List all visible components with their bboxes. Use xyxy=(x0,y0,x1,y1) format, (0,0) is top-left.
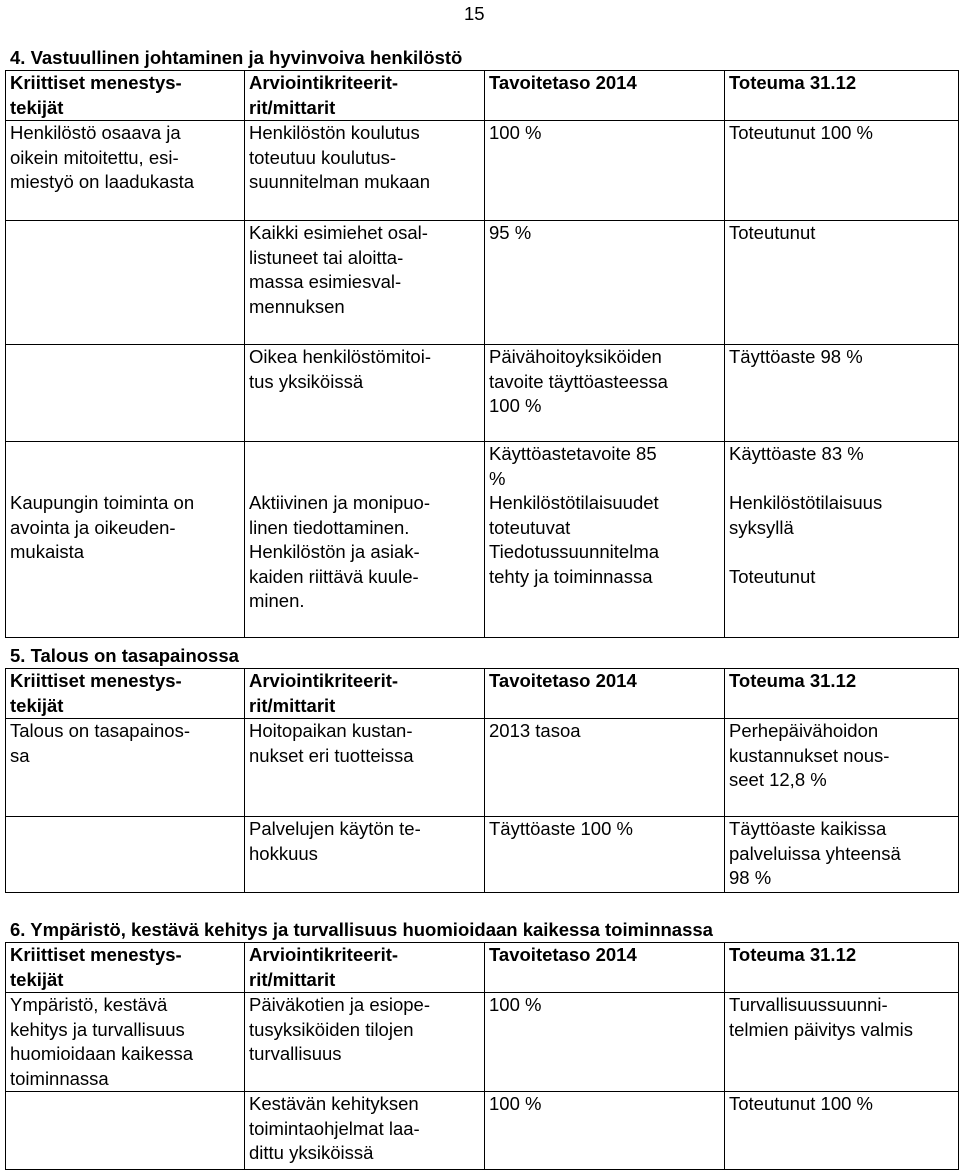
section-title: 6. Ympäristö, kestävä kehitys ja turvallisuus huomioidaan kaikessa toiminnassa xyxy=(10,919,713,940)
section-table xyxy=(5,70,959,638)
section-title: 5. Talous on tasapainossa xyxy=(10,645,239,666)
table-cell: Käyttöastetavoite 85 % Henkilöstötilaisuudet toteutuvat Tiedotussuunnitelma tehty ja toiminnassa xyxy=(485,442,725,638)
header-cell: Tavoitetaso 2014 xyxy=(485,71,725,121)
table-cell: Hoitopaikan kustan- nukset eri tuotteissa xyxy=(245,719,485,817)
section-title: 4. Vastuullinen johtaminen ja hyvinvoiva henkilöstö xyxy=(10,47,463,68)
table-header-row xyxy=(6,669,959,719)
table-row xyxy=(6,993,959,1092)
table-cell: Ympäristö, kestävä kehitys ja turvallisuus huomioidaan kaikessa toiminnassa xyxy=(6,993,245,1092)
header-cell: Toteuma 31.12 xyxy=(725,71,959,121)
table-cell: Kestävän kehityksen toimintaohjelmat laa- dittu yksiköissä xyxy=(245,1092,485,1170)
table-row xyxy=(6,817,959,893)
table-cell: Täyttöaste 98 % xyxy=(725,345,959,442)
table-cell: 100 % xyxy=(485,993,725,1092)
table-cell: Kaikki esimiehet osal- listuneet tai aloitta- massa esimiesval- mennuksen xyxy=(245,221,485,345)
table-cell: Palvelujen käytön te- hokkuus xyxy=(245,817,485,893)
table-header-row xyxy=(6,71,959,121)
header-cell: Kriittiset menestys- tekijät xyxy=(6,71,245,121)
table-cell: Turvallisuussuunni- telmien päivitys valmis xyxy=(725,993,959,1092)
section-table xyxy=(5,942,959,1170)
table-cell: Päiväkotien ja esiope- tusyksiköiden tilojen turvallisuus xyxy=(245,993,485,1092)
table-cell: 2013 tasoa xyxy=(485,719,725,817)
table-cell xyxy=(6,1092,245,1170)
header-cell: Toteuma 31.12 xyxy=(725,943,959,993)
table-row xyxy=(6,1092,959,1170)
table-cell xyxy=(6,817,245,893)
table-cell: Päivähoitoyksiköiden tavoite täyttöasteessa 100 % xyxy=(485,345,725,442)
table-cell: 100 % xyxy=(485,121,725,221)
page-number: 15 xyxy=(464,3,485,24)
table-row xyxy=(6,345,959,442)
table-cell: Toteutunut xyxy=(725,221,959,345)
table-cell: Perhepäivähoidon kustannukset nous- seet 12,8 % xyxy=(725,719,959,817)
table-cell: Henkilöstön koulutus toteutuu koulutus- suunnitelman mukaan xyxy=(245,121,485,221)
table-cell: Aktiivinen ja monipuo- linen tiedottaminen. Henkilöstön ja asiak- kaiden riittävä kuule- minen. xyxy=(245,442,485,638)
table-cell: Oikea henkilöstömitoi- tus yksiköissä xyxy=(245,345,485,442)
header-cell: Tavoitetaso 2014 xyxy=(485,943,725,993)
header-cell: Arviointikriteerit- rit/mittarit xyxy=(245,669,485,719)
header-cell: Tavoitetaso 2014 xyxy=(485,669,725,719)
header-cell: Arviointikriteerit- rit/mittarit xyxy=(245,943,485,993)
table-header-row xyxy=(6,943,959,993)
table-cell: Henkilöstö osaava ja oikein mitoitettu, esi- miestyö on laadukasta xyxy=(6,121,245,221)
table-cell: Toteutunut 100 % xyxy=(725,121,959,221)
table-row xyxy=(6,221,959,345)
table-cell: Täyttöaste 100 % xyxy=(485,817,725,893)
table-cell: 95 % xyxy=(485,221,725,345)
table-row xyxy=(6,719,959,817)
table-cell: Kaupungin toiminta on avointa ja oikeuden- mukaista xyxy=(6,442,245,638)
table-cell: Talous on tasapainos- sa xyxy=(6,719,245,817)
table-cell: 100 % xyxy=(485,1092,725,1170)
table-row xyxy=(6,442,959,638)
table-cell: Täyttöaste kaikissa palveluissa yhteensä 98 % xyxy=(725,817,959,893)
header-cell: Kriittiset menestys- tekijät xyxy=(6,943,245,993)
table-cell xyxy=(6,221,245,345)
header-cell: Kriittiset menestys- tekijät xyxy=(6,669,245,719)
header-cell: Toteuma 31.12 xyxy=(725,669,959,719)
table-cell: Käyttöaste 83 % Henkilöstötilaisuus syksyllä Toteutunut xyxy=(725,442,959,638)
table-row xyxy=(6,121,959,221)
table-cell xyxy=(6,345,245,442)
header-cell: Arviointikriteerit- rit/mittarit xyxy=(245,71,485,121)
section-table xyxy=(5,668,959,893)
table-cell: Toteutunut 100 % xyxy=(725,1092,959,1170)
